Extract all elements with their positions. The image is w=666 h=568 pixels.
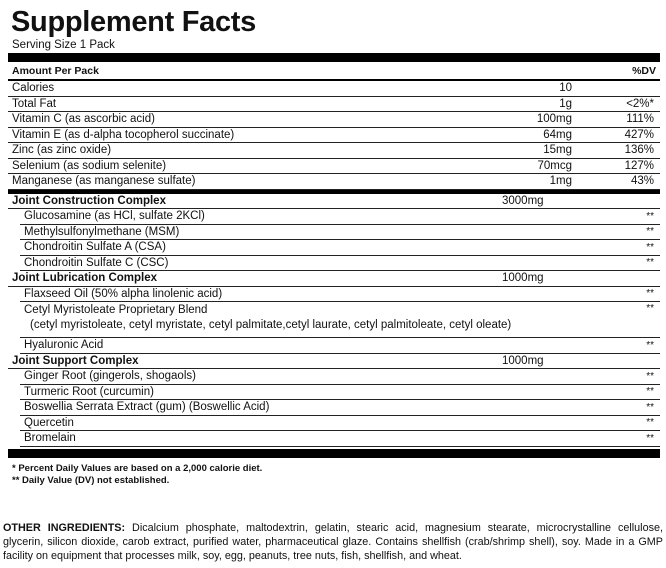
ingredient-row: [20, 240, 660, 256]
complex-name: Joint Construction Complex: [12, 194, 166, 207]
nutrient-amount: 70mcg: [537, 159, 572, 172]
ingredient-dv: **: [646, 303, 654, 314]
ingredient-dv: **: [646, 417, 654, 429]
nutrient-dv: 111%: [626, 113, 654, 126]
ingredient-row: [20, 400, 660, 416]
ingredient-name: [20, 288, 614, 300]
dv-header: %DV: [632, 64, 656, 77]
ingredient-row: [20, 416, 660, 432]
thick-divider: [8, 53, 660, 62]
nutrient-row: [8, 159, 660, 175]
nutrient-name: Calories: [12, 82, 55, 95]
ingredient-name: [20, 257, 614, 269]
ingredient-name: [20, 226, 614, 238]
nutrient-name: Vitamin C (as ascorbic acid): [12, 113, 155, 126]
nutrient-dv: 43%: [630, 175, 654, 188]
complex-amount: 1000mg: [502, 272, 544, 285]
nutrient-dv: 136%: [624, 144, 654, 157]
nutrient-amount: 15mg: [543, 144, 572, 157]
complex-header: [8, 354, 660, 370]
serving-size: Serving Size 1 Pack: [12, 39, 115, 51]
nutrient-dv: 127%: [624, 159, 654, 172]
nutrient-amount: 1mg: [549, 175, 572, 188]
ingredient-dv: **: [646, 210, 654, 222]
ingredient-dv: **: [646, 432, 654, 444]
complex-amount: 3000mg: [502, 194, 544, 207]
supplement-facts-panel: [8, 6, 660, 487]
nutrient-amount: 100mg: [536, 113, 572, 126]
ingredient-row: [20, 338, 660, 354]
ingredient-label: Ginger Root (gingerols, shogaols): [24, 370, 196, 383]
complex-list: [8, 194, 660, 447]
footnotes: [8, 458, 660, 487]
ingredient-row: [20, 256, 660, 272]
ingredient-label: Turmeric Root (curcumin): [24, 385, 154, 398]
nutrient-row: [8, 112, 660, 128]
ingredient-label: Quercetin: [24, 416, 74, 429]
ingredient-label: Methylsulfonylmethane (MSM): [24, 225, 180, 238]
bottom-thick-divider: [8, 449, 660, 458]
nutrient-amount: 10: [559, 82, 572, 95]
ingredient-dv: **: [646, 257, 654, 269]
ingredient-row: [20, 209, 660, 225]
nutrient-name: Vitamin E (as d-alpha tocopherol succinate): [12, 128, 235, 141]
ingredient-row: [20, 431, 660, 447]
ingredient-name: [20, 210, 614, 222]
nutrient-dv: 427%: [624, 128, 654, 141]
ingredient-name: [20, 302, 614, 333]
ingredient-label: Chondroitin Sulfate A (CSA): [24, 241, 166, 254]
ingredient-row: [20, 287, 660, 303]
ingredient-label: Hyaluronic Acid: [24, 339, 104, 352]
complex-amount: 1000mg: [502, 354, 544, 367]
ingredient-dv: **: [646, 339, 654, 351]
ingredient-row: [20, 369, 660, 385]
ingredient-name: [20, 417, 614, 429]
nutrient-row: [8, 97, 660, 113]
ingredient-name: [20, 432, 614, 444]
ingredient-row: [20, 225, 660, 241]
ingredient-dv: **: [646, 401, 654, 413]
ingredient-name: [20, 241, 614, 253]
panel-title: Supplement Facts: [11, 6, 256, 38]
nutrient-amount: 64mg: [543, 128, 572, 141]
ingredient-label: Chondroitin Sulfate C (CSC): [24, 256, 169, 269]
nutrient-dv: <2%*: [626, 97, 654, 110]
nutrient-name: Zinc (as zinc oxide): [12, 144, 112, 157]
other-ingredients-text: Dicalcium phosphate, maltodextrin, gelatin, stearic acid, magnesium stearate, microcrystalline cellulose, glycerin, silicon dioxide, carob extract, purified water, pharmaceutical glaze. Contains shellfish (crab/shrimp shell), soy. Made in a GMP facility on equipment that processes milk, soy, egg, peanuts, tree nuts, fish, shellfish, and wheat.: [3, 522, 663, 562]
complex-name: Joint Lubrication Complex: [12, 272, 158, 285]
nutrient-list: [8, 81, 660, 190]
complex-name: Joint Support Complex: [12, 354, 139, 367]
ingredient-row: [20, 385, 660, 401]
ingredient-label: Bromelain: [24, 432, 76, 445]
ingredient-row: [20, 302, 660, 338]
nutrient-amount: 1g: [559, 97, 572, 110]
ingredient-label: Boswellia Serrata Extract (gum) (Boswellic Acid): [24, 401, 270, 414]
nutrient-row: [8, 81, 660, 97]
complex-header: [8, 194, 660, 210]
ingredient-name: [20, 339, 614, 351]
footnote-pdv: * Percent Daily Values are based on a 2,000 calorie diet.: [12, 462, 263, 474]
ingredient-detail: (cetyl myristoleate, cetyl myristate, cetyl palmitate,cetyl laurate, cetyl palmitoleate, cetyl oleate): [30, 319, 512, 331]
nutrient-row: [8, 128, 660, 144]
ingredient-name: [20, 401, 614, 413]
nutrient-name: Selenium (as sodium selenite): [12, 159, 167, 172]
nutrient-name: Manganese (as manganese sulfate): [12, 175, 196, 188]
complex-header: [8, 271, 660, 287]
ingredient-dv: **: [646, 386, 654, 398]
amount-per-header: Amount Per Pack: [12, 64, 99, 77]
ingredient-name: [20, 386, 614, 398]
table-header: [8, 62, 660, 81]
ingredient-dv: **: [646, 288, 654, 300]
ingredient-label: Flaxseed Oil (50% alpha linolenic acid): [24, 287, 223, 300]
other-ingredients: [3, 521, 663, 563]
footnote-dv-not-established: ** Daily Value (DV) not established.: [12, 474, 170, 486]
ingredient-dv: **: [646, 226, 654, 238]
ingredient-name: [20, 370, 614, 382]
ingredient-label: Cetyl Myristoleate Proprietary Blend: [24, 304, 208, 316]
nutrient-name: Total Fat: [12, 97, 57, 110]
ingredient-dv: **: [646, 241, 654, 253]
other-ingredients-label: OTHER INGREDIENTS:: [3, 522, 126, 534]
nutrient-row: [8, 143, 660, 159]
ingredient-label: Glucosamine (as HCl, sulfate 2KCl): [24, 210, 205, 223]
nutrient-row: [8, 174, 660, 190]
ingredient-dv: **: [646, 370, 654, 382]
